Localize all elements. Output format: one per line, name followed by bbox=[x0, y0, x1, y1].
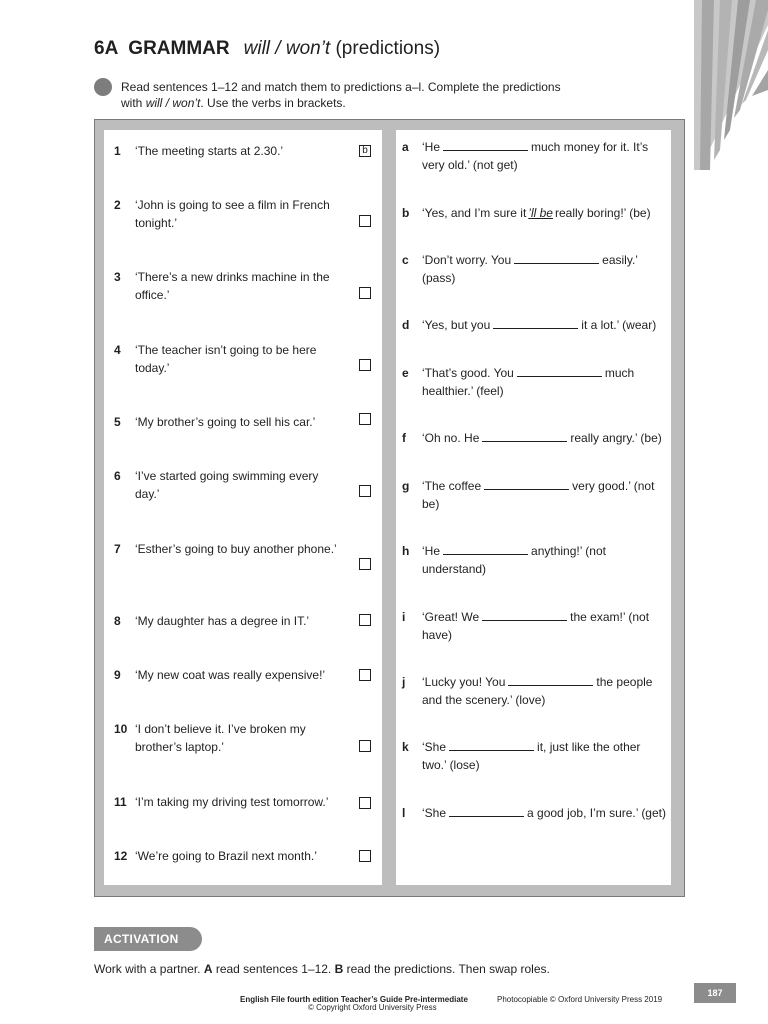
sentence-text: ‘I’ve started going swimming every day.’ bbox=[135, 469, 319, 501]
prediction-text-end: it, just like the other two.’ (lose) bbox=[422, 740, 641, 772]
instruction-bullet-icon bbox=[94, 78, 112, 96]
sentence-text: ‘John is going to see a film in French tonight.’ bbox=[135, 198, 330, 230]
answer-blank[interactable] bbox=[514, 252, 599, 264]
answer-box[interactable] bbox=[359, 850, 371, 862]
prediction-text-start: ‘She bbox=[422, 740, 447, 754]
activation-text-3: read the predictions. Then swap roles. bbox=[343, 962, 550, 976]
instructions-line2-italic: will / won’t bbox=[145, 96, 201, 110]
sentences-panel bbox=[104, 130, 382, 885]
activation-role-b: B bbox=[334, 962, 344, 976]
sentence-text: ‘There’s a new drinks machine in the office.’ bbox=[135, 270, 330, 302]
prediction-letter: l bbox=[402, 806, 406, 820]
sentence-number: 5 bbox=[114, 415, 121, 429]
prediction-letter: a bbox=[402, 140, 409, 154]
prediction-letter: h bbox=[402, 544, 410, 558]
answer-box[interactable] bbox=[359, 215, 371, 227]
activation-role-a: A bbox=[203, 962, 213, 976]
answer-box[interactable]: b bbox=[359, 145, 371, 157]
instructions-line1: Read sentences 1–12 and match them to predictions a–l. Complete the predictions bbox=[121, 80, 561, 94]
answer-blank[interactable] bbox=[517, 365, 602, 377]
sentence-number: 12 bbox=[114, 849, 128, 863]
answer-box[interactable] bbox=[359, 614, 371, 626]
sentence-number: 3 bbox=[114, 270, 121, 284]
activation-label: ACTIVATION bbox=[94, 927, 202, 951]
instructions-line2-post: . Use the verbs in brackets. bbox=[200, 96, 346, 110]
prediction-text bbox=[422, 429, 667, 447]
answer-blank[interactable] bbox=[443, 543, 528, 555]
prediction-letter: g bbox=[402, 479, 410, 493]
instructions-line2-pre: with bbox=[121, 96, 146, 110]
prediction-text-end: very good.’ (not be) bbox=[422, 479, 655, 511]
prediction-text-end: much money for it. It’s very old.’ (not get) bbox=[422, 140, 649, 172]
sentence-number: 7 bbox=[114, 542, 121, 556]
answer-blank[interactable] bbox=[443, 139, 528, 151]
prediction-text bbox=[422, 608, 667, 644]
prediction-text-end: anything!’ (not understand) bbox=[422, 544, 606, 576]
prediction-letter: c bbox=[402, 253, 409, 267]
prediction-text bbox=[422, 204, 667, 222]
prediction-text-start: ‘Great! We bbox=[422, 610, 480, 624]
predictions-panel bbox=[396, 130, 671, 885]
sentence-number: 11 bbox=[114, 795, 127, 809]
prediction-text-start: ‘She bbox=[422, 806, 447, 820]
sentence-text: ‘My new coat was really expensive!’ bbox=[135, 668, 326, 682]
prediction-text-start: ‘He bbox=[422, 544, 441, 558]
answer-box[interactable] bbox=[359, 413, 371, 425]
prediction-letter: i bbox=[402, 610, 406, 624]
answer-blank[interactable] bbox=[493, 317, 578, 329]
sentence-number: 1 bbox=[114, 144, 121, 158]
section-label: GRAMMAR bbox=[128, 38, 230, 59]
activation-text-2: read sentences 1–12. bbox=[212, 962, 335, 976]
prediction-text bbox=[422, 738, 667, 774]
answer-blank[interactable] bbox=[449, 805, 524, 817]
answer-box[interactable] bbox=[359, 359, 371, 371]
prediction-text-start: ‘The coffee bbox=[422, 479, 482, 493]
prediction-letter: d bbox=[402, 318, 410, 332]
prediction-text-end: a good job, I’m sure.’ (get) bbox=[527, 806, 666, 820]
prediction-text bbox=[422, 542, 667, 578]
answer-box[interactable] bbox=[359, 485, 371, 497]
activation-text-1: Work with a partner. bbox=[94, 962, 204, 976]
prediction-text-start: ‘Don’t worry. You bbox=[422, 253, 512, 267]
answer-box[interactable] bbox=[359, 669, 371, 681]
answer-box[interactable] bbox=[359, 740, 371, 752]
prediction-text-end: the people and the scenery.’ (love) bbox=[422, 675, 653, 707]
instructions bbox=[121, 79, 661, 111]
prediction-letter: b bbox=[402, 206, 410, 220]
sentence-text: ‘I’m taking my driving test tomorrow.’ bbox=[135, 795, 329, 809]
answer-blank[interactable] bbox=[482, 609, 567, 621]
prediction-text-end: it a lot.’ (wear) bbox=[581, 318, 657, 332]
prediction-text-end: much healthier.’ (feel) bbox=[422, 366, 635, 398]
answer-blank[interactable] bbox=[449, 739, 534, 751]
answer-blank[interactable] bbox=[508, 674, 593, 686]
prediction-text-start: ‘Yes, and I’m sure it bbox=[422, 206, 527, 220]
prediction-letter: f bbox=[402, 431, 406, 445]
prediction-text-start: ‘That’s good. You bbox=[422, 366, 514, 380]
prediction-text bbox=[422, 364, 667, 400]
filled-answer: ’ll be bbox=[528, 206, 553, 220]
sentence-number: 4 bbox=[114, 343, 121, 357]
sentence-text: ‘I don’t believe it. I’ve broken my brother’s laptop.’ bbox=[135, 722, 306, 754]
prediction-text bbox=[422, 477, 667, 513]
prediction-text-start: ‘Yes, but you bbox=[422, 318, 491, 332]
sentence-text: ‘We’re going to Brazil next month.’ bbox=[135, 849, 317, 863]
sentence-number: 9 bbox=[114, 668, 121, 682]
topic-rest: (predictions) bbox=[335, 38, 441, 59]
prediction-text bbox=[422, 804, 667, 822]
topic-italic: will / won’t bbox=[243, 38, 331, 59]
prediction-text-end: really boring!’ (be) bbox=[554, 206, 651, 220]
sentence-number: 2 bbox=[114, 198, 121, 212]
prediction-text-end: the exam!’ (not have) bbox=[422, 610, 650, 642]
prediction-text bbox=[422, 138, 667, 174]
prediction-text-start: ‘Oh no. He bbox=[422, 431, 480, 445]
sentence-text: ‘My daughter has a degree in IT.’ bbox=[135, 614, 310, 628]
instructions-line2 bbox=[121, 95, 661, 111]
prediction-text bbox=[422, 673, 667, 709]
sentence-number: 10 bbox=[114, 722, 128, 736]
sentence-text: ‘The meeting starts at 2.30.’ bbox=[135, 144, 284, 158]
page-number: 187 bbox=[694, 983, 736, 1003]
sentence-number: 6 bbox=[114, 469, 121, 483]
footer-copyright: © Copyright Oxford University Press bbox=[308, 1003, 437, 1012]
corner-stripes-decoration bbox=[680, 0, 768, 170]
prediction-letter: j bbox=[402, 675, 406, 689]
sentence-number: 8 bbox=[114, 614, 121, 628]
prediction-letter: e bbox=[402, 366, 409, 380]
footer-photocopiable: Photocopiable © Oxford University Press 2019 bbox=[497, 995, 663, 1004]
prediction-text-start: ‘He bbox=[422, 140, 441, 154]
sentence-text: ‘The teacher isn’t going to be here today.’ bbox=[135, 343, 317, 375]
answer-blank[interactable] bbox=[484, 478, 569, 490]
prediction-letter: k bbox=[402, 740, 409, 754]
footer-book-title: English File fourth edition Teacher’s Guide Pre-intermediate bbox=[240, 995, 468, 1004]
sentence-text: ‘Esther’s going to buy another phone.’ bbox=[135, 542, 337, 556]
answer-box[interactable] bbox=[359, 558, 371, 570]
prediction-text bbox=[422, 251, 667, 287]
prediction-text-end: really angry.’ (be) bbox=[570, 431, 662, 445]
answer-box[interactable] bbox=[359, 287, 371, 299]
page-title bbox=[94, 38, 440, 60]
prediction-text-start: ‘Lucky you! You bbox=[422, 675, 506, 689]
prediction-text-end: easily.’ (pass) bbox=[422, 253, 638, 285]
answer-blank[interactable] bbox=[482, 430, 567, 442]
lesson-code: 6A bbox=[94, 38, 119, 59]
answer-box[interactable] bbox=[359, 797, 371, 809]
prediction-text bbox=[422, 316, 667, 334]
sentence-text: ‘My brother’s going to sell his car.’ bbox=[135, 415, 316, 429]
activation-text bbox=[94, 962, 550, 976]
